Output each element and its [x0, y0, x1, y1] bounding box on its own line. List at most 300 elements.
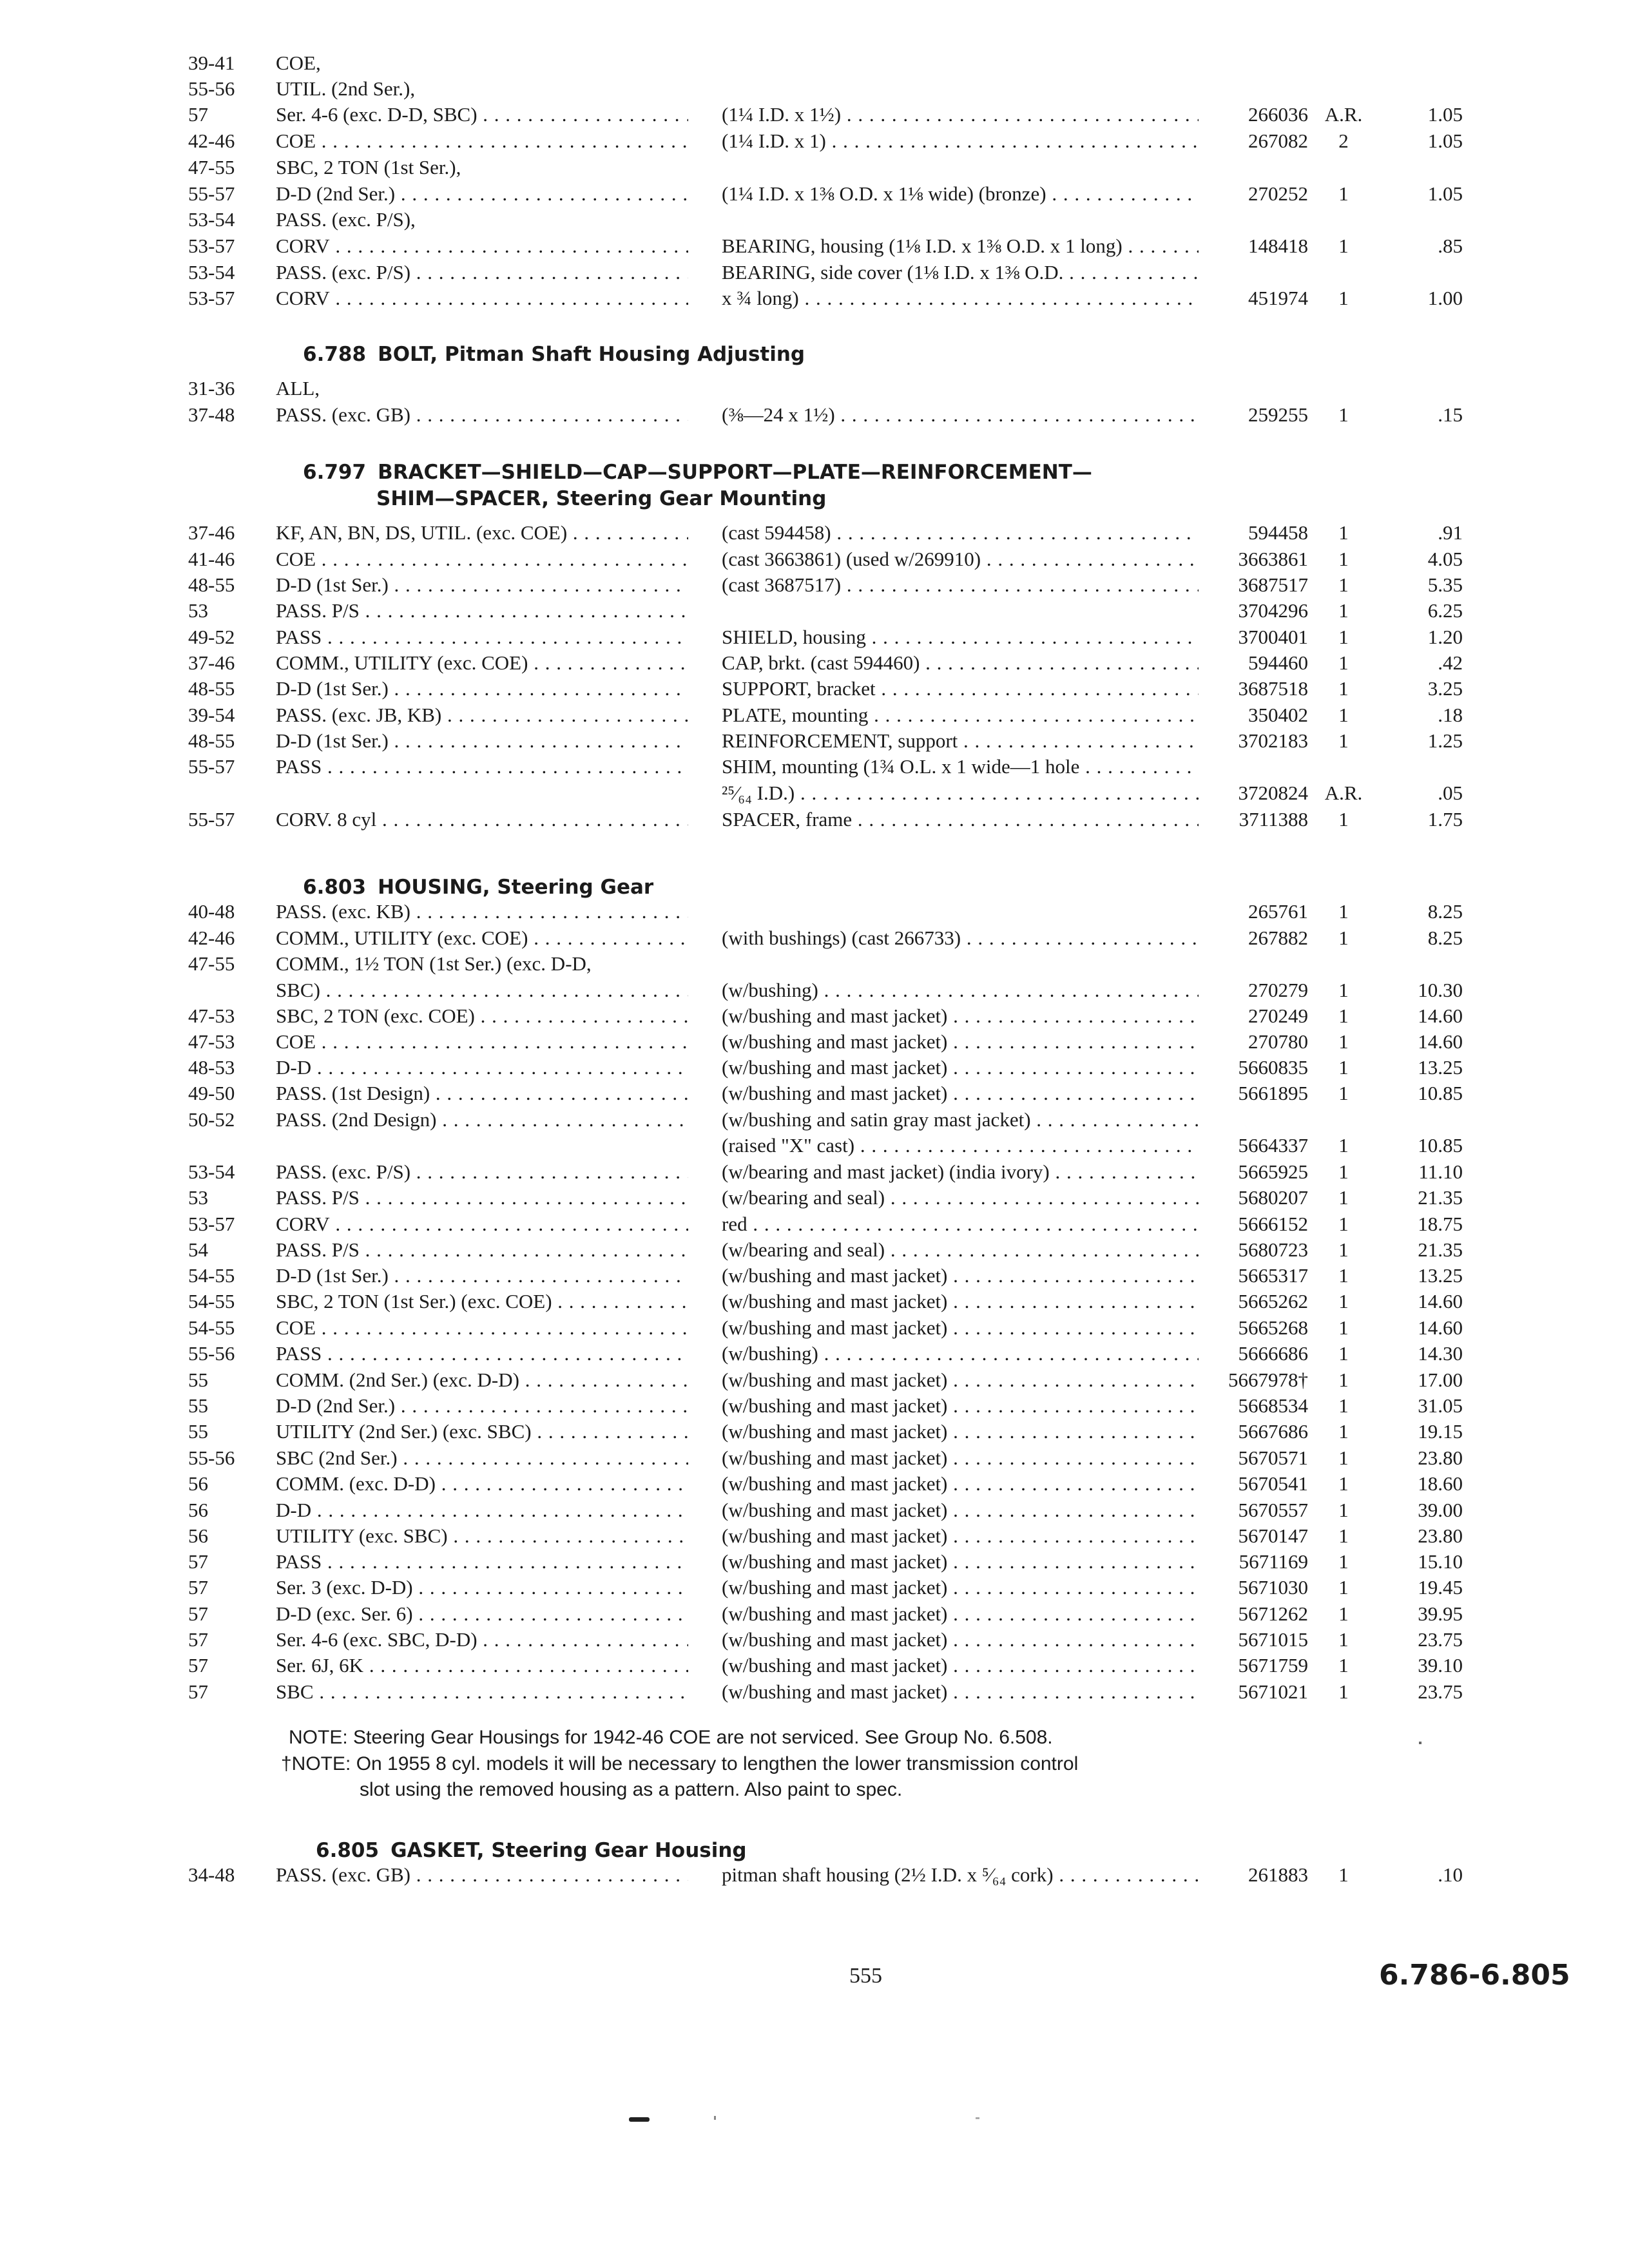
- part-number: 270249: [1248, 1004, 1308, 1027]
- model-description: PASS. (exc. P/S) . . .: [276, 1159, 688, 1185]
- part-description: (w/bushing and mast jacket) . . .: [722, 1679, 1199, 1705]
- model-description: Ser. 6J, 6K . . .: [276, 1653, 688, 1678]
- quantity: 1: [1338, 1499, 1349, 1521]
- table-row: [0, 1601, 1629, 1627]
- price: 1.05: [1427, 182, 1463, 205]
- quantity: 1: [1338, 1342, 1349, 1365]
- part-number: 5671030: [1238, 1576, 1308, 1599]
- table-row: [0, 598, 1629, 624]
- part-description: red . . .: [722, 1211, 1199, 1237]
- quantity: 1: [1338, 1446, 1349, 1469]
- table-row: [0, 1107, 1629, 1133]
- model-description: SBC . . .: [276, 1679, 688, 1705]
- part-number: 266036: [1248, 103, 1308, 126]
- part-number: 5666152: [1238, 1213, 1308, 1235]
- model-description: COMM. (2nd Ser.) (exc. D-D) . . .: [276, 1367, 688, 1393]
- model-description: CORV . . .: [276, 285, 688, 311]
- model-description: COMM. (exc. D-D) . . .: [276, 1471, 688, 1497]
- table-row: [0, 977, 1629, 1003]
- price: .10: [1438, 1863, 1463, 1886]
- quantity: [1315, 76, 1373, 102]
- part-number: 451974: [1248, 287, 1308, 309]
- part-number: 267882: [1248, 927, 1308, 949]
- table-row: [0, 285, 1629, 311]
- model-description: CORV. 8 cyl . . .: [276, 807, 688, 832]
- model-description: PASS . . .: [276, 624, 688, 650]
- table-row: [0, 1549, 1629, 1575]
- part-number: [1205, 260, 1308, 285]
- model-years: 37-48: [188, 403, 235, 426]
- table-row: [0, 1523, 1629, 1549]
- table-row: [0, 925, 1629, 951]
- note-1955-8cyl-continued: slot using the removed housing as a pattern. Also paint to spec.: [360, 1779, 903, 1800]
- model-description: COE . . .: [276, 128, 688, 154]
- part-number: 5660835: [1238, 1056, 1308, 1079]
- part-number: [1205, 376, 1308, 401]
- part-number: 594460: [1248, 651, 1308, 674]
- part-description: (w/bushing and mast jacket) . . .: [722, 1289, 1199, 1314]
- price: 13.25: [1418, 1056, 1463, 1079]
- part-description: [722, 376, 1199, 401]
- table-row: [0, 233, 1629, 259]
- part-description: BEARING, side cover (1⅛ I.D. x 1⅜ O.D. . . .: [722, 260, 1199, 285]
- model-years: 54-55: [188, 1264, 235, 1287]
- price: 19.15: [1418, 1420, 1463, 1443]
- quantity: 1: [1338, 1394, 1349, 1417]
- part-number: [1205, 155, 1308, 180]
- quantity: [1315, 1107, 1373, 1133]
- part-description: (1¼ I.D. x 1) . . .: [722, 128, 1199, 154]
- part-number: 5665925: [1238, 1160, 1308, 1183]
- table-row: [0, 1289, 1629, 1314]
- quantity: [1315, 207, 1373, 233]
- price: 1.00: [1427, 287, 1463, 309]
- price: .18: [1438, 704, 1463, 726]
- quantity: [1315, 50, 1373, 76]
- model-description: UTILITY (2nd Ser.) (exc. SBC) . . .: [276, 1419, 688, 1445]
- price: 14.30: [1418, 1342, 1463, 1365]
- quantity: 1: [1338, 1654, 1349, 1677]
- part-description: (⅜—24 x 1½) . . .: [722, 402, 1199, 428]
- part-description: x ¾ long) . . .: [722, 285, 1199, 311]
- table-row: [0, 1003, 1629, 1029]
- quantity: 1: [1338, 1004, 1349, 1027]
- table-row: [0, 1029, 1629, 1055]
- model-years: 47-55: [188, 156, 235, 178]
- model-description: UTIL. (2nd Ser.),: [276, 77, 416, 100]
- part-number: 5665268: [1238, 1316, 1308, 1339]
- model-years: 53-57: [188, 287, 235, 309]
- table-row: [0, 1185, 1629, 1211]
- model-years: 55-56: [188, 1446, 235, 1469]
- part-description: (w/bushing) . . .: [722, 977, 1199, 1003]
- model-years: 56: [188, 1472, 208, 1495]
- quantity: [1315, 951, 1373, 977]
- table-row: [0, 1133, 1629, 1158]
- model-years: 42-46: [188, 927, 235, 949]
- part-description: (w/bushing and mast jacket) . . .: [722, 1445, 1199, 1471]
- price: 17.00: [1418, 1369, 1463, 1391]
- table-row: [0, 128, 1629, 154]
- model-years: 34-48: [188, 1863, 235, 1886]
- table-row: [0, 1081, 1629, 1106]
- part-number: 3687518: [1238, 677, 1308, 700]
- model-description: PASS. (exc. GB) . . .: [276, 402, 688, 428]
- quantity: 1: [1338, 599, 1349, 622]
- price: 11.10: [1418, 1160, 1463, 1183]
- table-row: [0, 1862, 1629, 1888]
- model-description: PASS. P/S . . .: [276, 1237, 688, 1263]
- model-years: 55-57: [188, 808, 235, 831]
- quantity: 1: [1338, 287, 1349, 309]
- model-description: D-D (2nd Ser.) . . .: [276, 181, 688, 207]
- part-description: (cast 594458) . . .: [722, 520, 1199, 546]
- quantity: 1: [1338, 808, 1349, 831]
- quantity: [1315, 754, 1373, 780]
- part-description: [722, 951, 1199, 977]
- model-description: D-D (1st Ser.) . . .: [276, 572, 688, 598]
- section-header-6-797: [303, 459, 1092, 485]
- quantity: 1: [1338, 1680, 1349, 1703]
- part-description: (w/bearing and seal) . . .: [722, 1237, 1199, 1263]
- quantity: 1: [1338, 1290, 1349, 1312]
- model-description: D-D (1st Ser.) . . .: [276, 676, 688, 702]
- quantity: 1: [1338, 1420, 1349, 1443]
- part-number: 3704296: [1238, 599, 1308, 622]
- price: 14.60: [1418, 1004, 1463, 1027]
- model-description: D-D (1st Ser.) . . .: [276, 728, 688, 754]
- model-description: PASS . . .: [276, 1549, 688, 1575]
- price: 14.60: [1418, 1316, 1463, 1339]
- model-years: 40-48: [188, 900, 235, 923]
- table-row: [0, 1341, 1629, 1367]
- price: 39.00: [1418, 1499, 1463, 1521]
- quantity: [1315, 155, 1373, 180]
- quantity: 1: [1338, 1030, 1349, 1053]
- model-years: 53-57: [188, 235, 235, 257]
- part-description: CAP, brkt. (cast 594460) . . .: [722, 650, 1199, 676]
- part-description: (w/bushing and mast jacket) . . .: [722, 1003, 1199, 1029]
- part-number: 3700401: [1238, 626, 1308, 648]
- price: 6.25: [1427, 599, 1463, 622]
- part-description: (with bushings) (cast 266733) . . .: [722, 925, 1199, 951]
- part-description: pitman shaft housing (2½ I.D. x ⁵⁄₆₄ cork) . . .: [722, 1862, 1199, 1888]
- model-years: 39-54: [188, 704, 235, 726]
- part-description: (raised "X" cast) . . .: [722, 1133, 1199, 1158]
- table-row: [0, 50, 1629, 76]
- part-description: (w/bushing and satin gray mast jacket) . . .: [722, 1107, 1199, 1133]
- price: [1379, 1107, 1463, 1133]
- section-number: 6.803: [303, 876, 367, 899]
- quantity: 1: [1338, 1082, 1349, 1104]
- price: 23.80: [1418, 1524, 1463, 1547]
- part-description: [722, 207, 1199, 233]
- model-years: 55-57: [188, 755, 235, 778]
- part-description: (1¼ I.D. x 1⅜ O.D. x 1⅛ wide) (bronze) . . .: [722, 181, 1199, 207]
- section-header-6-797-line2: [376, 486, 826, 512]
- part-number: 5670557: [1238, 1499, 1308, 1521]
- part-number: 270279: [1248, 979, 1308, 1001]
- section-title: HOUSING, Steering Gear: [378, 876, 654, 899]
- part-number: 259255: [1248, 403, 1308, 426]
- section-title: BOLT, Pitman Shaft Housing Adjusting: [378, 343, 805, 366]
- price: 15.10: [1418, 1550, 1463, 1573]
- table-row: [0, 650, 1629, 676]
- model-years: 47-53: [188, 1004, 235, 1027]
- quantity: 1: [1338, 651, 1349, 674]
- table-row: [0, 1393, 1629, 1419]
- model-description: D-D . . .: [276, 1055, 688, 1081]
- part-description: (w/bushing and mast jacket) . . .: [722, 1523, 1199, 1549]
- part-description: [722, 155, 1199, 180]
- part-description: (w/bushing and mast jacket) . . .: [722, 1419, 1199, 1445]
- quantity: [1315, 260, 1373, 285]
- part-description: (1¼ I.D. x 1½) . . .: [722, 102, 1199, 128]
- table-row: [0, 1237, 1629, 1263]
- part-number: 270252: [1248, 182, 1308, 205]
- model-years: 49-52: [188, 626, 235, 648]
- model-years: 57: [188, 1576, 208, 1599]
- price: [1379, 76, 1463, 102]
- part-description: (w/bushing and mast jacket) . . .: [722, 1393, 1199, 1419]
- scan-mark: [714, 2116, 716, 2120]
- price: 23.75: [1418, 1680, 1463, 1703]
- model-description: SBC, 2 TON (1st Ser.),: [276, 156, 461, 178]
- quantity: 1: [1338, 1628, 1349, 1651]
- part-description: (w/bushing and mast jacket) . . .: [722, 1627, 1199, 1653]
- part-number: 5680207: [1238, 1186, 1308, 1209]
- quantity: 1: [1338, 900, 1349, 923]
- model-description: KF, AN, BN, DS, UTIL. (exc. COE) . . .: [276, 520, 688, 546]
- price: 21.35: [1418, 1238, 1463, 1261]
- section-number: 6.797: [303, 461, 367, 484]
- price: .05: [1438, 782, 1463, 804]
- model-description: PASS . . .: [276, 1341, 688, 1367]
- model-description: SBC, 2 TON (1st Ser.) (exc. COE) . . .: [276, 1289, 688, 1314]
- model-description: Ser. 3 (exc. D-D) . . .: [276, 1575, 688, 1600]
- model-years: 53-54: [188, 261, 235, 284]
- part-description: [722, 899, 1199, 925]
- table-row: [0, 1497, 1629, 1523]
- part-number: 5666686: [1238, 1342, 1308, 1365]
- part-description: [722, 76, 1199, 102]
- model-years: 53: [188, 1186, 208, 1209]
- quantity: 1: [1338, 1369, 1349, 1391]
- table-row: [0, 181, 1629, 207]
- model-years: 55-56: [188, 1342, 235, 1365]
- price: 10.30: [1418, 979, 1463, 1001]
- quantity: A.R.: [1324, 103, 1363, 126]
- model-description: SBC, 2 TON (exc. COE) . . .: [276, 1003, 688, 1029]
- part-number: 267082: [1248, 130, 1308, 152]
- part-description: (w/bushing and mast jacket) . . .: [722, 1081, 1199, 1106]
- part-number: [1205, 754, 1308, 780]
- model-description: COMM., 1½ TON (1st Ser.) (exc. D-D,: [276, 952, 592, 975]
- price: 3.25: [1427, 677, 1463, 700]
- page-number: 555: [849, 1964, 882, 1988]
- model-description: PASS. P/S . . .: [276, 598, 688, 624]
- part-number: 3687517: [1238, 573, 1308, 596]
- price: 8.25: [1427, 900, 1463, 923]
- model-years: 47-55: [188, 952, 235, 975]
- model-years: 53-57: [188, 1213, 235, 1235]
- model-description: PASS. (exc. GB) . . .: [276, 1862, 688, 1888]
- table-row: [0, 624, 1629, 650]
- part-number: 5661895: [1238, 1082, 1308, 1104]
- model-years: 50-52: [188, 1108, 235, 1131]
- price: 39.10: [1418, 1654, 1463, 1677]
- model-years: 57: [188, 1602, 208, 1625]
- price: 1.25: [1427, 729, 1463, 752]
- part-number: [1205, 951, 1308, 977]
- price: 13.25: [1418, 1264, 1463, 1287]
- model-description: PASS. (exc. JB, KB) . . .: [276, 702, 688, 728]
- table-row: [0, 1679, 1629, 1705]
- part-number: 3720824: [1238, 782, 1308, 804]
- quantity: 1: [1338, 403, 1349, 426]
- model-years: 49-50: [188, 1082, 235, 1104]
- table-row: [0, 1445, 1629, 1471]
- table-row: [0, 951, 1629, 977]
- part-description: PLATE, mounting . . .: [722, 702, 1199, 728]
- price: [1379, 50, 1463, 76]
- model-years: 53-54: [188, 208, 235, 231]
- quantity: 1: [1338, 729, 1349, 752]
- quantity: 1: [1338, 1056, 1349, 1079]
- model-years: 48-55: [188, 677, 235, 700]
- price: 4.05: [1427, 548, 1463, 570]
- part-description: (cast 3687517) . . .: [722, 572, 1199, 598]
- price: 21.35: [1418, 1186, 1463, 1209]
- part-number: 5668534: [1238, 1394, 1308, 1417]
- quantity: 1: [1338, 1524, 1349, 1547]
- quantity: 1: [1338, 979, 1349, 1001]
- price: [1379, 260, 1463, 285]
- section-title: GASKET, Steering Gear Housing: [390, 1839, 747, 1862]
- model-description: D-D (exc. Ser. 6) . . .: [276, 1601, 688, 1627]
- table-row: [0, 1575, 1629, 1600]
- model-years: 57: [188, 1550, 208, 1573]
- section-number: 6.805: [316, 1839, 380, 1862]
- model-description: PASS. (2nd Design) . . .: [276, 1107, 688, 1133]
- model-years: 55: [188, 1420, 208, 1443]
- quantity: 1: [1338, 1238, 1349, 1261]
- quantity: 1: [1338, 573, 1349, 596]
- model-description: PASS . . .: [276, 754, 688, 780]
- table-row: [0, 702, 1629, 728]
- table-row: [0, 1367, 1629, 1393]
- quantity: 1: [1338, 1160, 1349, 1183]
- table-row: [0, 1419, 1629, 1445]
- part-number: 3702183: [1238, 729, 1308, 752]
- table-row: [0, 376, 1629, 401]
- part-description: ²⁵⁄₆₄ I.D.) . . .: [722, 780, 1199, 806]
- table-row: [0, 1627, 1629, 1653]
- model-description: D-D (1st Ser.) . . .: [276, 1263, 688, 1289]
- part-number: 5667978†: [1228, 1369, 1308, 1391]
- part-description: (w/bearing and mast jacket) (india ivory) . . .: [722, 1159, 1199, 1185]
- model-years: 57: [188, 1680, 208, 1703]
- model-description: [276, 780, 688, 806]
- model-years: 56: [188, 1524, 208, 1547]
- model-description: COE . . .: [276, 546, 688, 572]
- quantity: 1: [1338, 1576, 1349, 1599]
- model-years: 53-54: [188, 1160, 235, 1183]
- price: 8.25: [1427, 927, 1463, 949]
- part-description: (w/bushing and mast jacket) . . .: [722, 1029, 1199, 1055]
- quantity: 1: [1338, 521, 1349, 544]
- table-row: [0, 207, 1629, 233]
- section-header-6-805: [316, 1838, 747, 1863]
- price: 39.95: [1418, 1602, 1463, 1625]
- price: 10.85: [1418, 1134, 1463, 1157]
- price: 23.75: [1418, 1628, 1463, 1651]
- price: 1.05: [1427, 103, 1463, 126]
- model-years: 55: [188, 1369, 208, 1391]
- part-description: SPACER, frame . . .: [722, 807, 1199, 832]
- model-years: 56: [188, 1499, 208, 1521]
- price: [1379, 155, 1463, 180]
- quantity: 1: [1338, 1186, 1349, 1209]
- price: 10.85: [1418, 1082, 1463, 1104]
- part-description: (w/bushing and mast jacket) . . .: [722, 1653, 1199, 1678]
- part-number: 5670147: [1238, 1524, 1308, 1547]
- model-description: PASS. (1st Design) . . .: [276, 1081, 688, 1106]
- model-description: PASS. P/S . . .: [276, 1185, 688, 1211]
- price: 14.60: [1418, 1290, 1463, 1312]
- part-description: (w/bushing and mast jacket) . . .: [722, 1367, 1199, 1393]
- quantity: 1: [1338, 235, 1349, 257]
- table-row: [0, 402, 1629, 428]
- model-description: COE . . .: [276, 1029, 688, 1055]
- part-description: [722, 50, 1199, 76]
- note-1955-8cyl: †NOTE: On 1955 8 cyl. models it will be necessary to lengthen the lower transmission control: [281, 1753, 1079, 1774]
- quantity: 1: [1338, 1550, 1349, 1573]
- part-description: (cast 3663861) (used w/269910) . . .: [722, 546, 1199, 572]
- part-description: (w/bearing and seal) . . .: [722, 1185, 1199, 1211]
- model-years: 57: [188, 1628, 208, 1651]
- part-description: (w/bushing and mast jacket) . . .: [722, 1263, 1199, 1289]
- part-description: SHIELD, housing . . .: [722, 624, 1199, 650]
- part-description: (w/bushing and mast jacket) . . .: [722, 1575, 1199, 1600]
- price: .15: [1438, 403, 1463, 426]
- part-number: 350402: [1248, 704, 1308, 726]
- part-number: 5671169: [1239, 1550, 1308, 1573]
- part-description: (w/bushing and mast jacket) . . .: [722, 1601, 1199, 1627]
- part-description: (w/bushing and mast jacket) . . .: [722, 1315, 1199, 1341]
- price: 19.45: [1418, 1576, 1463, 1599]
- model-description: ALL,: [276, 377, 320, 399]
- part-number: 3711388: [1239, 808, 1308, 831]
- part-description: REINFORCEMENT, support . . .: [722, 728, 1199, 754]
- part-number: 5667686: [1238, 1420, 1308, 1443]
- price: .91: [1438, 521, 1463, 544]
- price: [1379, 951, 1463, 977]
- part-number: [1205, 207, 1308, 233]
- part-number: 5671021: [1238, 1680, 1308, 1703]
- table-row: [0, 1471, 1629, 1497]
- price: [1379, 376, 1463, 401]
- price: 23.80: [1418, 1446, 1463, 1469]
- model-description: UTILITY (exc. SBC) . . .: [276, 1523, 688, 1549]
- table-row: [0, 102, 1629, 128]
- note-coe-housings: NOTE: Steering Gear Housings for 1942-46 COE are not serviced. See Group No. 6.508.: [289, 1727, 1053, 1748]
- quantity: 1: [1338, 626, 1349, 648]
- part-number: 265761: [1248, 900, 1308, 923]
- part-number: [1205, 1107, 1308, 1133]
- section-range: 6.786-6.805: [1379, 1959, 1570, 1992]
- model-description: D-D (2nd Ser.) . . .: [276, 1393, 688, 1419]
